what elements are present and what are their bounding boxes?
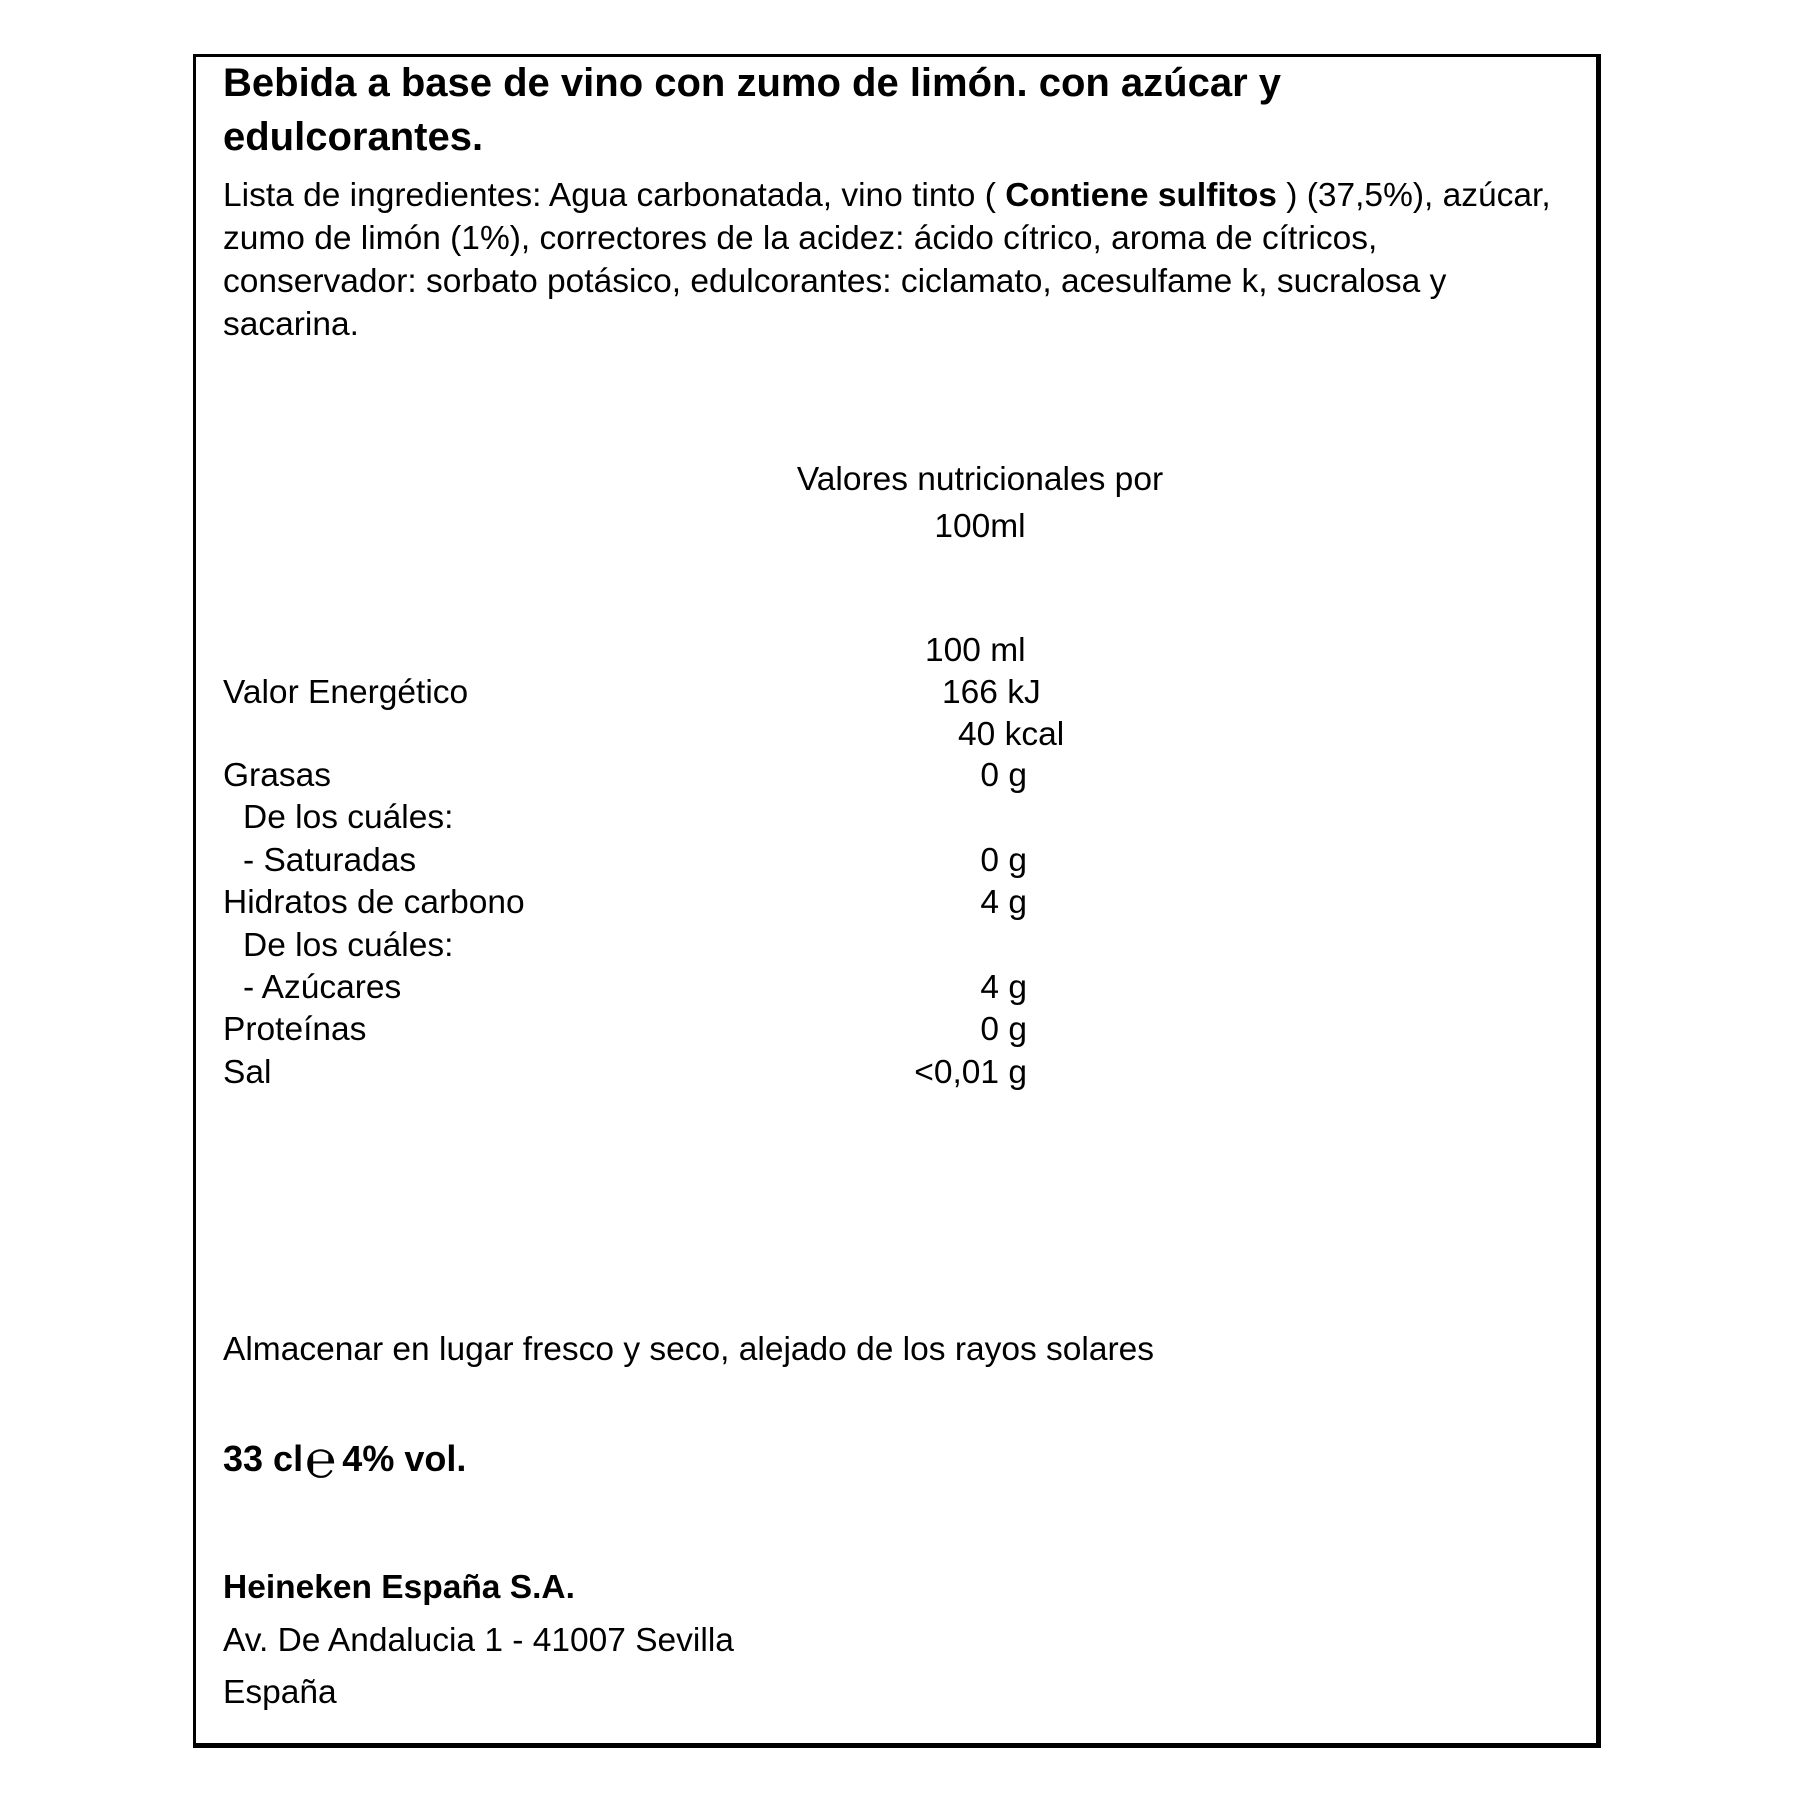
alcohol-by-volume: 4% vol. xyxy=(342,1438,467,1479)
volume-quantity: 33 cl xyxy=(223,1438,304,1479)
allergen-sulfites: Contiene sulfitos xyxy=(1005,177,1277,214)
nutrient-label-sugars: - Azúcares xyxy=(243,969,402,1006)
nutrition-header-line2: 100ml xyxy=(934,508,1026,545)
nutrient-label-energy: Valor Energético xyxy=(223,674,469,711)
nutrient-value-energy-kcal: 40 kcal xyxy=(958,716,1065,753)
storage-instructions: Almacenar en lugar fresco y seco, alejado de los rayos solares xyxy=(223,1331,1155,1368)
ingredients-suffix: ) (37,5%), azúcar, zumo de limón (1%), correctores de la acidez: ácido cítrico, aroma de cítricos, conservador: sorbato potásico, edulcorantes: ciclamato, acesulfame k, sucralosa y sacarina. xyxy=(223,177,1551,343)
ingredients-prefix: Lista de ingredientes: Agua carbonatada, vino tinto ( xyxy=(223,177,1006,214)
manufacturer-name: Heineken España S.A. xyxy=(223,1569,575,1606)
manufacturer-address: Av. De Andalucia 1 - 41007 Sevilla xyxy=(223,1622,734,1659)
nutrient-label-saturated: - Saturadas xyxy=(243,842,417,879)
nutrient-value-energy-kj: 166 kJ xyxy=(942,674,1041,711)
nutrient-value-fat: 0 g xyxy=(980,757,1027,794)
estimated-sign-icon: ℮ xyxy=(305,1430,337,1490)
manufacturer-country: España xyxy=(223,1674,337,1711)
ingredients-list xyxy=(223,174,1553,346)
nutrient-value-salt: <0,01 g xyxy=(914,1054,1027,1091)
nutrient-value-sugars: 4 g xyxy=(980,969,1027,1006)
nutrition-header-line1: Valores nutricionales por xyxy=(796,461,1164,498)
nutrient-label-salt: Sal xyxy=(223,1054,272,1091)
nutrient-label-carbohydrates: Hidratos de carbono xyxy=(223,884,525,921)
nutrient-value-carbohydrates: 4 g xyxy=(980,884,1027,921)
nutrient-label-of-which-2: De los cuáles: xyxy=(243,927,454,964)
nutrient-label-protein: Proteínas xyxy=(223,1011,367,1048)
product-title: Bebida a base de vino con zumo de limón. con azúcar y edulcorantes. xyxy=(223,61,1282,159)
nutrient-value-saturated: 0 g xyxy=(980,842,1027,879)
nutrient-label-fat: Grasas xyxy=(223,757,331,794)
nutrition-column-header: 100 ml xyxy=(925,632,1026,669)
volume-line xyxy=(223,1428,467,1490)
nutrient-value-protein: 0 g xyxy=(980,1011,1027,1048)
nutrient-label-of-which: De los cuáles: xyxy=(243,799,454,836)
